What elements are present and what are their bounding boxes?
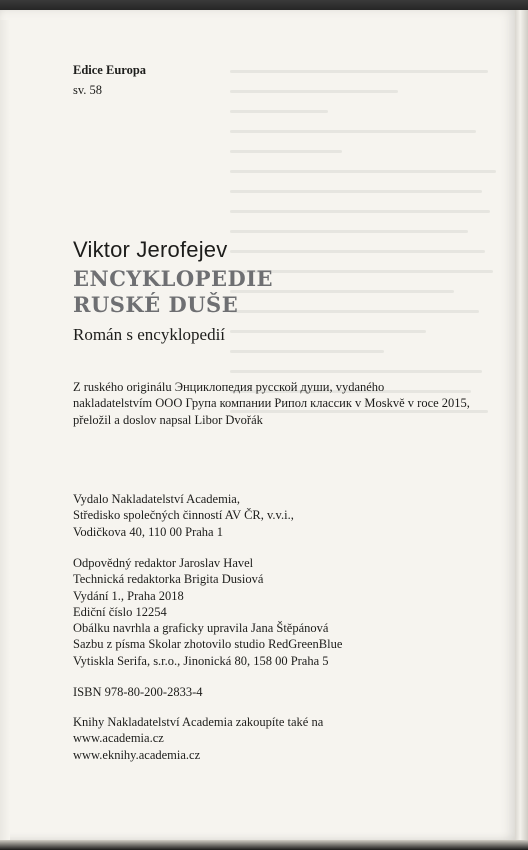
credit-line: Sazbu z písma Skolar zhotovilo studio RedGreenBlue — [73, 637, 343, 652]
book-title-line-2: RUSKÉ DUŠE — [73, 292, 239, 317]
book-subtitle: Román s encyklopedií — [73, 325, 226, 344]
credit-line: Ediční číslo 12254 — [73, 604, 167, 619]
page-right-edge — [515, 10, 528, 850]
credit-line: Obálku navrhla a graficky upravila Jana Štěpánová — [73, 621, 329, 636]
publisher-line: Středisko společných činností AV ČR, v.v.i., — [73, 508, 294, 523]
credits-list — [73, 555, 342, 669]
credit-line: Vytiskla Serifa, s.r.o., Jinonická 80, 158 00 Praha 5 — [73, 653, 329, 668]
series-name: Edice Europa — [73, 63, 147, 77]
series-number: sv. 58 — [73, 83, 103, 97]
website-link[interactable]: www.academia.cz — [73, 731, 164, 746]
author-name: Viktor Jerofejev — [73, 237, 228, 262]
book-title-line-1: ENCYKLOPEDIE — [73, 266, 274, 291]
credit-line: Vydání 1., Praha 2018 — [73, 588, 184, 603]
page-gutter — [0, 20, 10, 842]
scan-bottom-border — [0, 840, 528, 850]
translation-line: přeložil a doslov napsal Libor Dvořák — [73, 412, 263, 427]
publisher-line: Vydalo Nakladatelství Academia, — [73, 492, 240, 506]
isbn: ISBN 978-80-200-2833-4 — [73, 685, 203, 699]
shop-line: Knihy Nakladatelství Academia zakoupíte také na — [73, 715, 324, 729]
translation-note — [73, 379, 470, 428]
translation-line: Z ruského originálu Энциклопедия русской души, vydaného — [73, 380, 385, 394]
shop-info — [73, 714, 323, 763]
publisher-line: Vodičkova 40, 110 00 Praha 1 — [73, 524, 223, 539]
publisher-info — [73, 491, 294, 540]
ebook-website-link[interactable]: www.eknihy.academia.cz — [73, 747, 201, 762]
translation-line: nakladatelstvím ООО Група компании Рипол классик v Moskvě v roce 2015, — [73, 396, 470, 411]
credit-line: Technická redaktorka Brigita Dusiová — [73, 572, 264, 587]
credit-line: Odpovědný redaktor Jaroslav Havel — [73, 556, 254, 570]
